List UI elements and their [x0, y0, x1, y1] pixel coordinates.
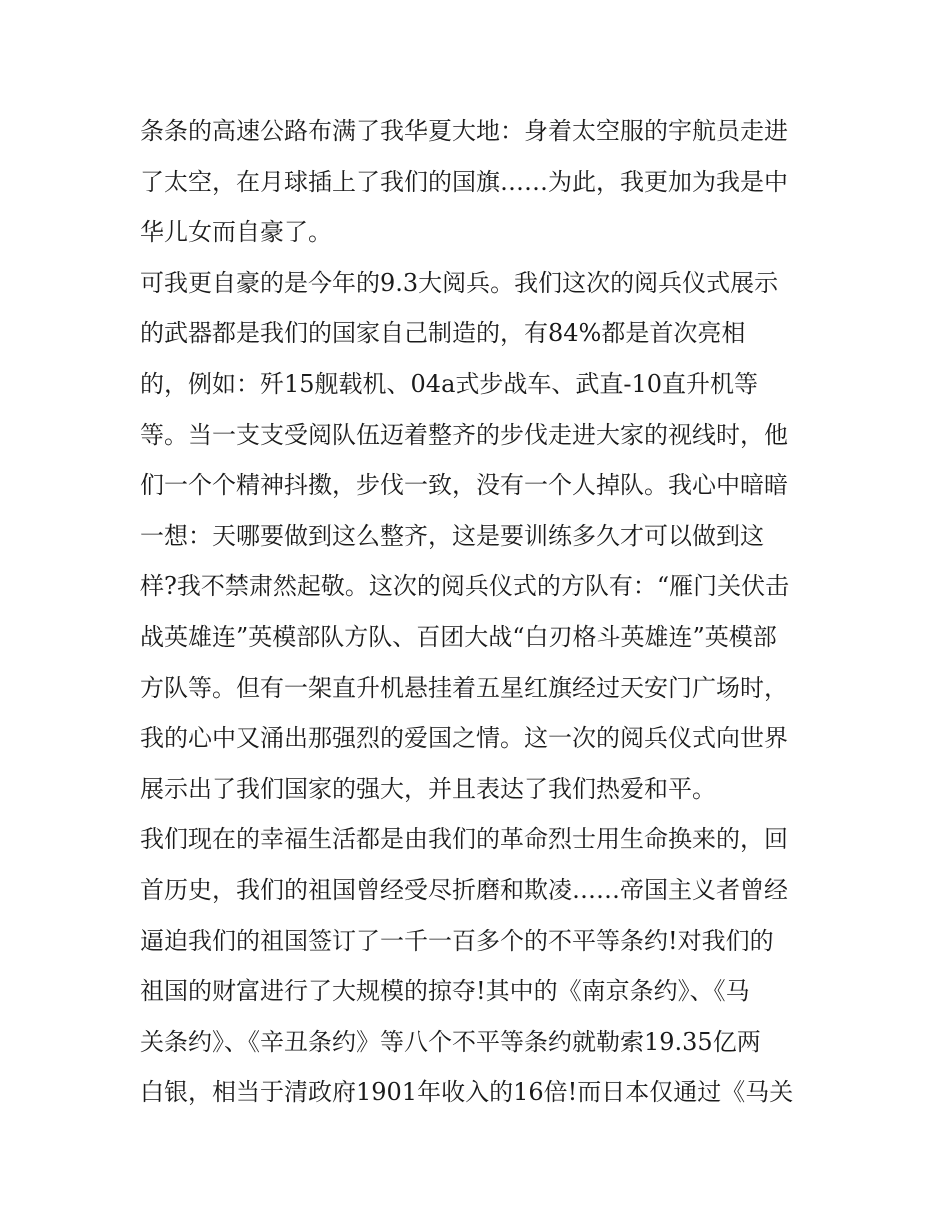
- text-line: 关条约》、《辛丑条约》等八个不平等条约就勒索19.35亿两: [140, 1027, 761, 1056]
- text-line: 的武器都是我们的国家自己制造的，有84%都是首次亮相: [140, 319, 746, 348]
- text-line: 白银，相当于清政府1901年收入的16倍!而日本仅通过《马关: [140, 1078, 794, 1107]
- text-line: 方队等。但有一架直升机悬挂着五星红旗经过天安门广场时，: [140, 673, 788, 702]
- text-line: 样?我不禁肃然起敬。这次的阅兵仪式的方队有：“雁门关伏击: [140, 572, 790, 601]
- text-line: 逼迫我们的祖国签订了一千一百多个的不平等条约!对我们的: [140, 926, 774, 955]
- text-line: 一想：天哪要做到这么整齐，这是要训练多久才可以做到这: [140, 521, 764, 550]
- text-line: 首历史，我们的祖国曾经受尽折磨和欺凌……帝国主义者曾经: [140, 875, 788, 904]
- text-line: 我的心中又涌出那强烈的爱国之情。这一次的阅兵仪式向世界: [140, 724, 788, 753]
- text-line: 等。当一支支受阅队伍迈着整齐的步伐走进大家的视线时，他: [140, 420, 788, 449]
- text-line: 战英雄连”英模部队方队、百团大战“白刃格斗英雄连”英模部: [140, 622, 777, 651]
- text-line: 了太空，在月球插上了我们的国旗……为此，我更加为我是中: [140, 167, 788, 196]
- text-line: 华儿女而自豪了。: [140, 218, 332, 247]
- text-line: 条条的高速公路布满了我华夏大地：身着太空服的宇航员走进: [140, 117, 788, 145]
- text-line: 祖国的财富进行了大规模的掠夺!其中的《南京条约》、《马: [140, 977, 750, 1006]
- text-line: 的，例如：歼15舰载机、04a式步战车、武直-10直升机等: [140, 369, 759, 398]
- text-line: 们一个个精神抖擞，步伐一致，没有一个人掉队。我心中暗暗: [140, 471, 788, 500]
- text-line: 展示出了我们国家的强大，并且表达了我们热爱和平。: [140, 774, 716, 803]
- text-line: 可我更自豪的是今年的9.3大阅兵。我们这次的阅兵仪式展示: [140, 268, 779, 297]
- essay-text: [140, 106, 820, 1118]
- text-line: 我们现在的幸福生活都是由我们的革命烈士用生命换来的，回: [140, 825, 788, 854]
